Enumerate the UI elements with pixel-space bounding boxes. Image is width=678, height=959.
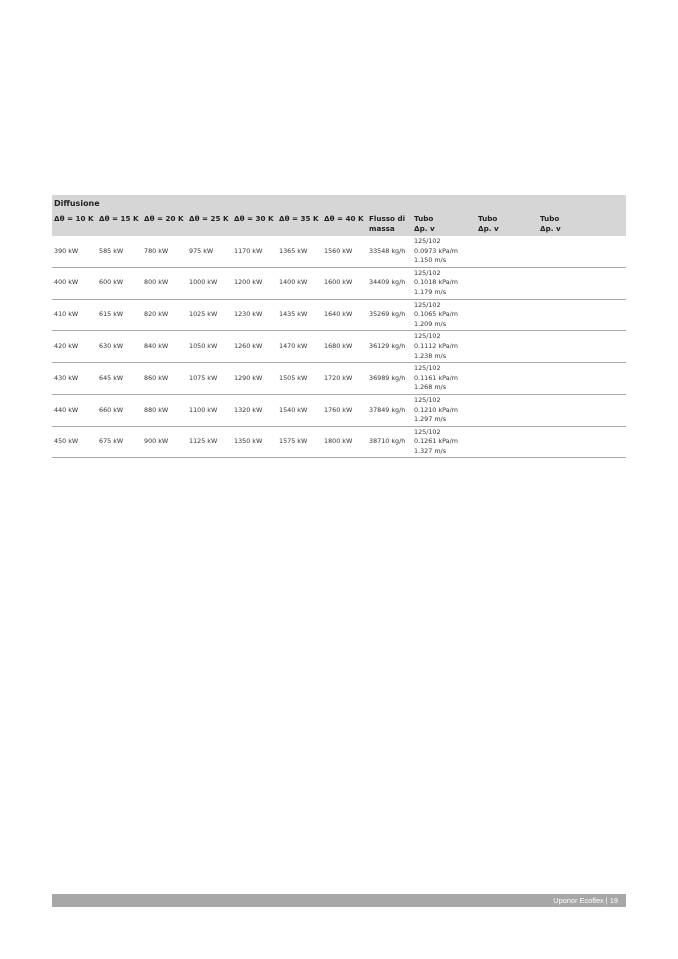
diffusion-table	[52, 195, 626, 458]
table-cell: 1435 kW	[277, 299, 322, 331]
table-cell: 1800 kW	[322, 426, 367, 458]
column-header-line: Tubo	[414, 214, 434, 223]
pipe-value: 125/102	[414, 395, 441, 404]
table-header-row	[52, 211, 626, 236]
empty-cell	[538, 426, 626, 458]
column-header-line: Δθ = 35 K	[279, 214, 319, 223]
empty-cell	[538, 236, 626, 267]
table-cell: 410 kW	[52, 299, 97, 331]
pipe-cell	[412, 299, 476, 331]
table-cell: 1505 kW	[277, 363, 322, 395]
table-cell: 1050 kW	[187, 331, 232, 363]
table-cell: 1560 kW	[322, 236, 367, 267]
empty-cell	[476, 267, 538, 299]
column-header	[412, 211, 476, 236]
column-header-line: Flusso di	[369, 214, 406, 223]
table-cell: 1720 kW	[322, 363, 367, 395]
column-header	[538, 211, 626, 236]
table-cell: 800 kW	[142, 267, 187, 299]
table-row	[52, 394, 626, 426]
empty-cell	[538, 331, 626, 363]
column-header	[187, 211, 232, 236]
table-cell: 1230 kW	[232, 299, 277, 331]
table-cell: 430 kW	[52, 363, 97, 395]
empty-cell	[538, 363, 626, 395]
table-cell: 1470 kW	[277, 331, 322, 363]
table-cell: 675 kW	[97, 426, 142, 458]
table-cell: 420 kW	[52, 331, 97, 363]
table-cell: 615 kW	[97, 299, 142, 331]
column-header-line: Tubo	[540, 214, 560, 223]
table-cell: 1260 kW	[232, 331, 277, 363]
column-header-line: Δp. v	[414, 224, 435, 233]
table-cell: 34409 kg/h	[367, 267, 412, 299]
empty-cell	[538, 299, 626, 331]
table-cell: 38710 kg/h	[367, 426, 412, 458]
column-header-line: massa	[369, 224, 395, 233]
column-header-line: Δθ = 30 K	[234, 214, 274, 223]
table-cell: 1075 kW	[187, 363, 232, 395]
pipe-value: 0.1018 kPa/m	[414, 278, 458, 287]
table-cell: 1575 kW	[277, 426, 322, 458]
empty-cell	[538, 267, 626, 299]
pipe-value: 1.268 m/s	[414, 383, 447, 392]
pipe-value: 125/102	[414, 427, 441, 436]
pipe-value: 0.1161 kPa/m	[414, 373, 458, 382]
table-body	[52, 236, 626, 458]
column-header	[52, 211, 97, 236]
pipe-value: 125/102	[414, 364, 441, 373]
table-cell: 1100 kW	[187, 394, 232, 426]
column-header-line: Δθ = 25 K	[189, 214, 229, 223]
table-cell: 1200 kW	[232, 267, 277, 299]
column-header-line: Δθ = 10 K	[54, 214, 94, 223]
column-header	[476, 211, 538, 236]
table-section-row	[52, 195, 626, 211]
table-cell: 1125 kW	[187, 426, 232, 458]
table-cell: 645 kW	[97, 363, 142, 395]
pipe-value: 1.238 m/s	[414, 351, 447, 360]
table-cell: 450 kW	[52, 426, 97, 458]
empty-cell	[476, 299, 538, 331]
column-header	[367, 211, 412, 236]
table-cell: 880 kW	[142, 394, 187, 426]
pipe-value: 125/102	[414, 268, 441, 277]
pipe-cell	[412, 426, 476, 458]
column-header	[232, 211, 277, 236]
column-header	[277, 211, 322, 236]
table-cell: 1680 kW	[322, 331, 367, 363]
table-cell: 1290 kW	[232, 363, 277, 395]
column-header	[322, 211, 367, 236]
diffusion-table-container	[52, 195, 626, 458]
pipe-cell	[412, 236, 476, 267]
table-cell: 1600 kW	[322, 267, 367, 299]
pipe-value: 0.1065 kPa/m	[414, 310, 458, 319]
table-cell: 860 kW	[142, 363, 187, 395]
column-header-line: Tubo	[478, 214, 498, 223]
table-cell: 1000 kW	[187, 267, 232, 299]
column-header-line: Δθ = 15 K	[99, 214, 139, 223]
column-header-line: Δp. v	[540, 224, 561, 233]
table-cell: 600 kW	[97, 267, 142, 299]
empty-cell	[476, 426, 538, 458]
pipe-value: 0.1112 kPa/m	[414, 341, 458, 350]
table-cell: 1540 kW	[277, 394, 322, 426]
empty-cell	[538, 394, 626, 426]
pipe-cell	[412, 267, 476, 299]
table-cell: 780 kW	[142, 236, 187, 267]
table-row	[52, 299, 626, 331]
column-header	[97, 211, 142, 236]
table-cell: 1025 kW	[187, 299, 232, 331]
table-cell: 33548 kg/h	[367, 236, 412, 267]
table-cell: 900 kW	[142, 426, 187, 458]
table-cell: 820 kW	[142, 299, 187, 331]
column-header-line: Δθ = 40 K	[324, 214, 364, 223]
pipe-value: 1.179 m/s	[414, 287, 447, 296]
table-cell: 975 kW	[187, 236, 232, 267]
section-title: Diffusione	[52, 195, 626, 211]
empty-cell	[476, 363, 538, 395]
table-cell: 36129 kg/h	[367, 331, 412, 363]
pipe-value: 1.327 m/s	[414, 446, 447, 455]
table-cell: 660 kW	[97, 394, 142, 426]
pipe-value: 0.1261 kPa/m	[414, 437, 458, 446]
table-cell: 35269 kg/h	[367, 299, 412, 331]
table-row	[52, 363, 626, 395]
pipe-value: 0.0973 kPa/m	[414, 246, 458, 255]
table-row	[52, 426, 626, 458]
table-cell: 1170 kW	[232, 236, 277, 267]
table-cell: 840 kW	[142, 331, 187, 363]
footer-bar	[52, 894, 626, 907]
table-cell: 585 kW	[97, 236, 142, 267]
table-row	[52, 331, 626, 363]
table-cell: 36989 kg/h	[367, 363, 412, 395]
table-row	[52, 267, 626, 299]
column-header-line: Δθ = 20 K	[144, 214, 184, 223]
table-cell: 1760 kW	[322, 394, 367, 426]
table-cell: 440 kW	[52, 394, 97, 426]
pipe-value: 125/102	[414, 300, 441, 309]
table-cell: 390 kW	[52, 236, 97, 267]
empty-cell	[476, 331, 538, 363]
pipe-value: 0.1210 kPa/m	[414, 405, 458, 414]
footer-page-label: Uponor Ecoflex | 19	[553, 896, 618, 905]
column-header-line: Δp. v	[478, 224, 499, 233]
table-cell: 1350 kW	[232, 426, 277, 458]
table-cell: 37849 kg/h	[367, 394, 412, 426]
pipe-cell	[412, 394, 476, 426]
pipe-value: 1.297 m/s	[414, 415, 447, 424]
table-cell: 400 kW	[52, 267, 97, 299]
table-cell: 1640 kW	[322, 299, 367, 331]
empty-cell	[476, 236, 538, 267]
table-cell: 1365 kW	[277, 236, 322, 267]
table-cell: 1320 kW	[232, 394, 277, 426]
empty-cell	[476, 394, 538, 426]
table-row	[52, 236, 626, 267]
column-header	[142, 211, 187, 236]
pipe-value: 1.150 m/s	[414, 256, 447, 265]
pipe-value: 125/102	[414, 332, 441, 341]
pipe-cell	[412, 363, 476, 395]
pipe-value: 1.209 m/s	[414, 319, 447, 328]
pipe-value: 125/102	[414, 237, 441, 245]
table-cell: 1400 kW	[277, 267, 322, 299]
pipe-cell	[412, 331, 476, 363]
table-cell: 630 kW	[97, 331, 142, 363]
